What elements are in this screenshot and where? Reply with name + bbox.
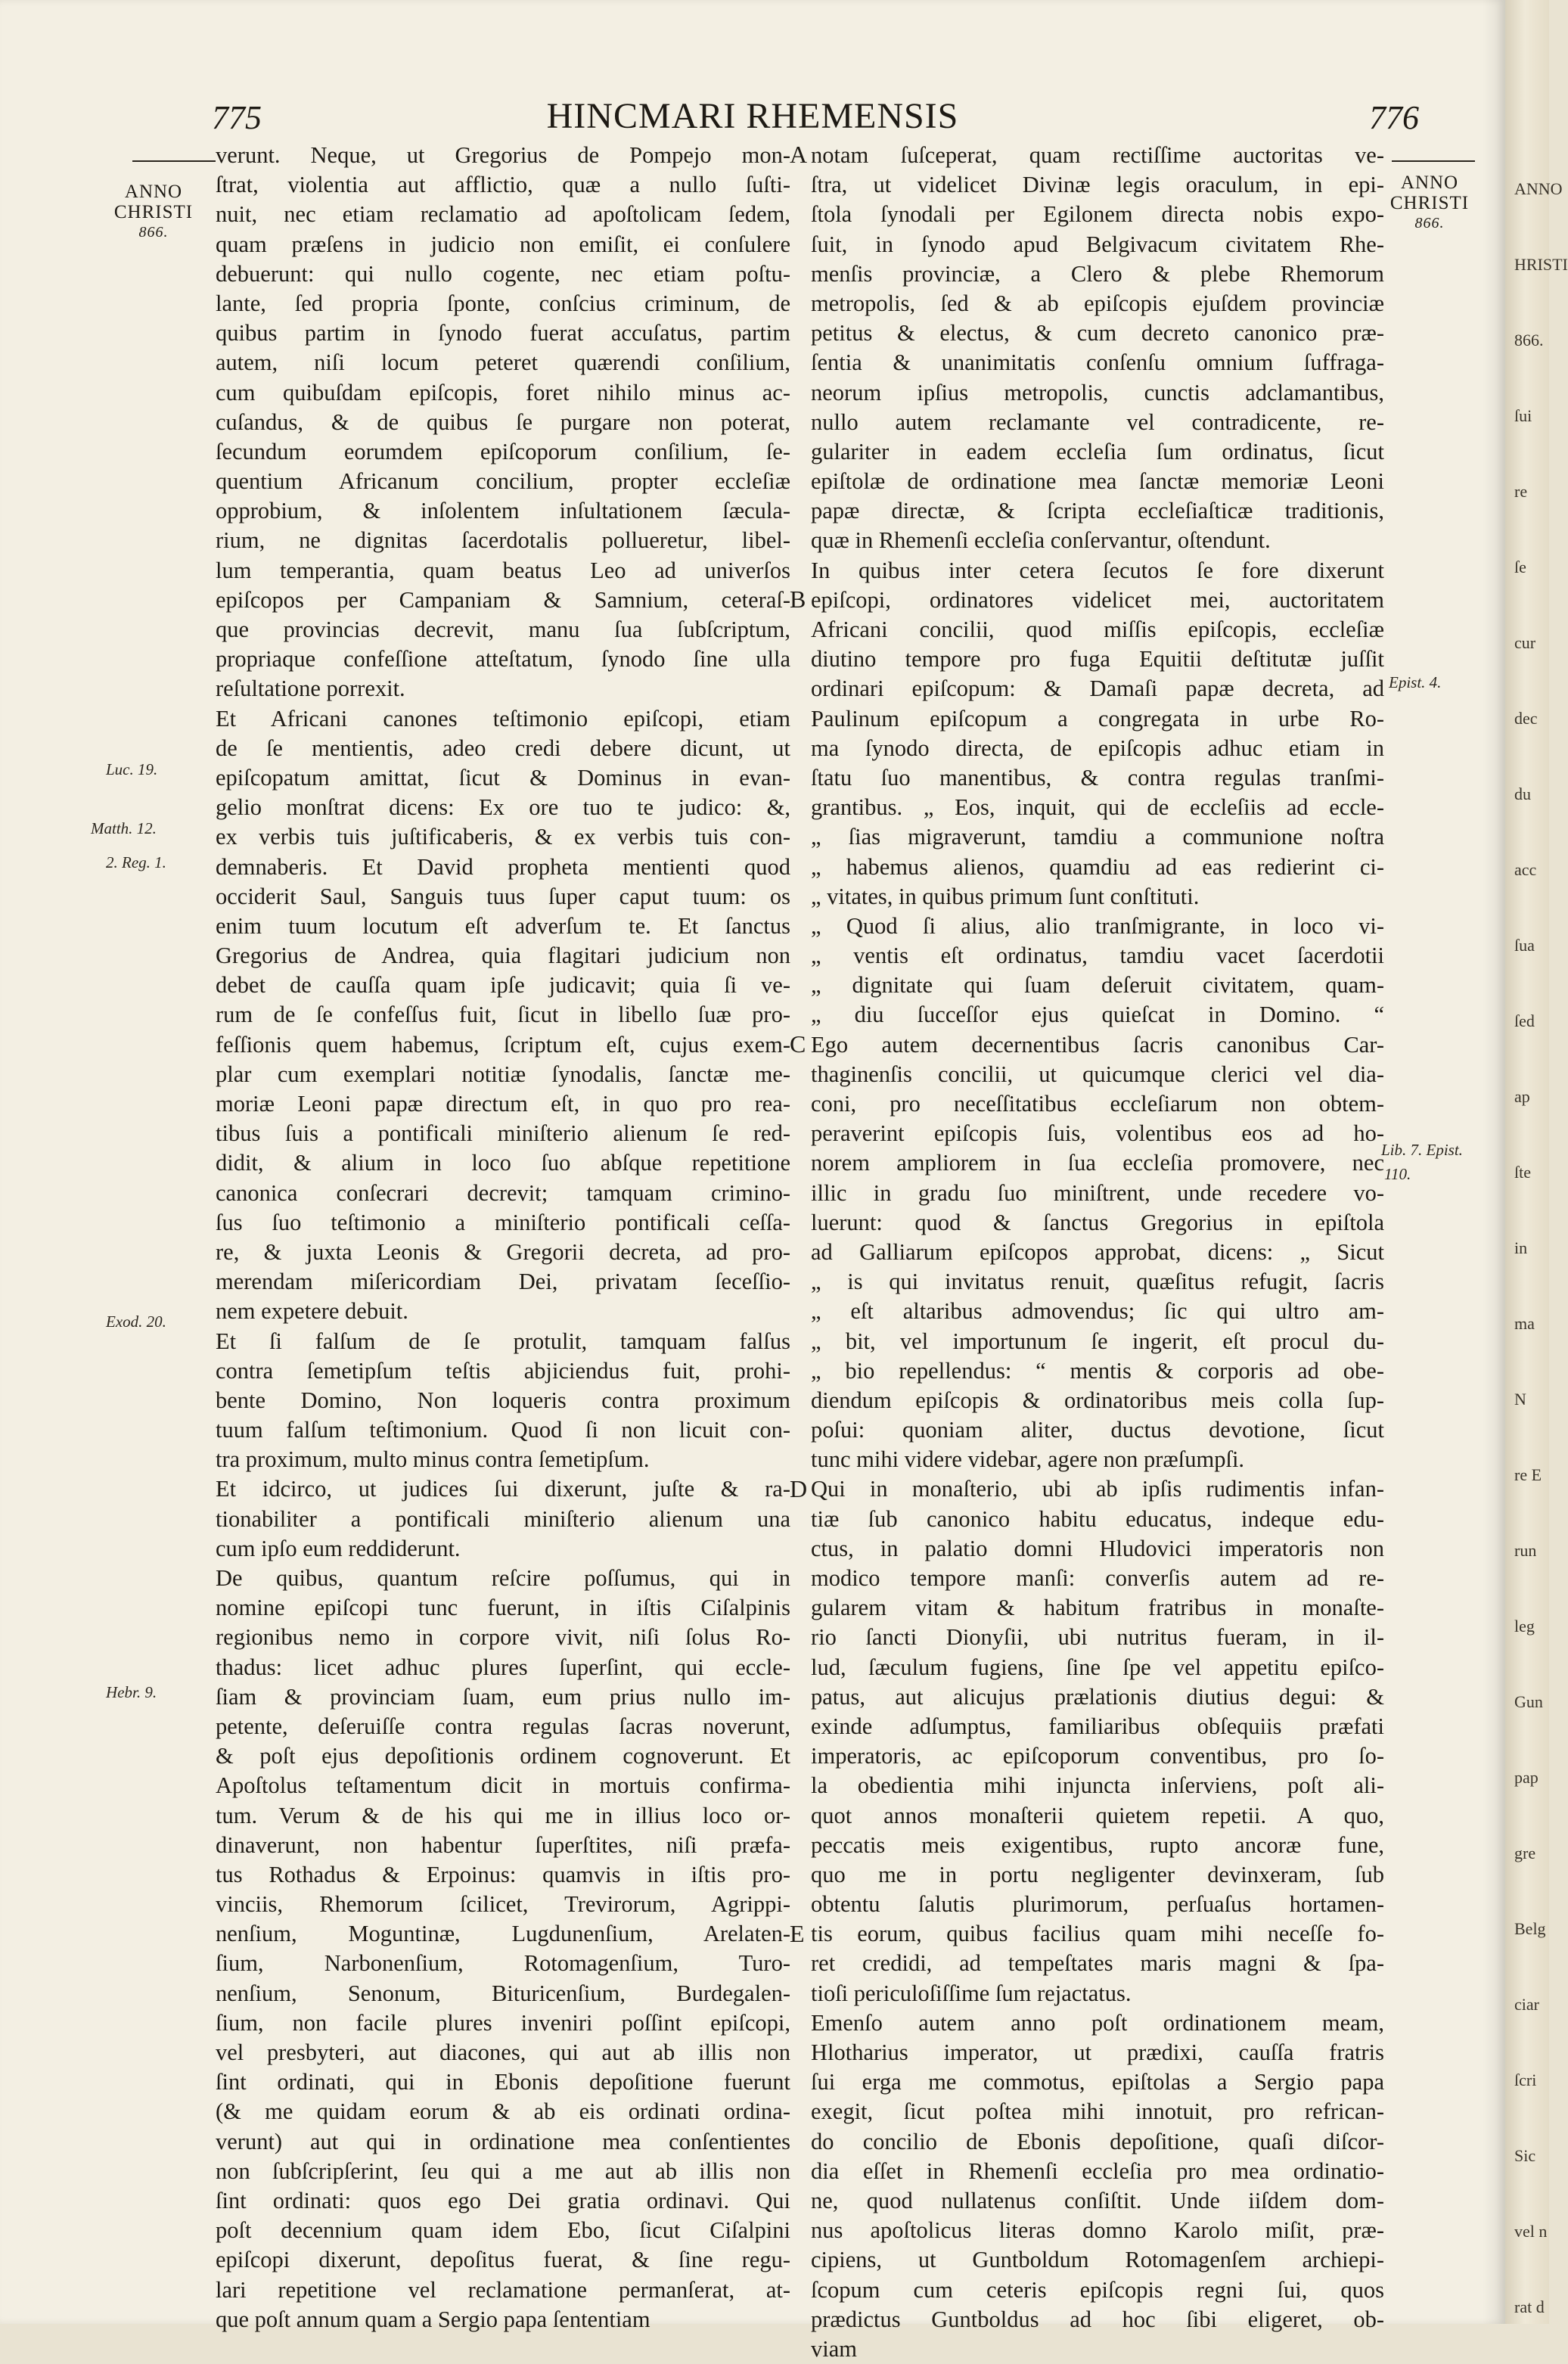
text-line: (& me quidam eorum & ab eis ordinati ordina- bbox=[216, 2098, 790, 2125]
anno-christi-right bbox=[1384, 172, 1475, 234]
text-line: nullo autem reclamante vel contradicente, re- bbox=[811, 408, 1384, 435]
adjacent-page-fragment: 866. bbox=[1514, 331, 1544, 349]
text-line: De quibus, quantum reſcire poſſumus, qui in bbox=[216, 1565, 790, 1591]
text-line: verunt) aut qui in ordinatione mea conſentientes bbox=[216, 2128, 790, 2154]
text-line: vel presbyteri, aut diacones, qui aut ab illis non bbox=[216, 2039, 790, 2065]
margin-note-number: 110. bbox=[1384, 1165, 1411, 1183]
text-line: Emenſo autem anno poſt ordinationem meam, bbox=[811, 2009, 1384, 2036]
text-line: „ is qui invitatus renuit, quæſitus refugit, ſacris bbox=[811, 1269, 1384, 1295]
text-line: coni, pro neceſſitatibus eccleſiarum non obtem- bbox=[811, 1091, 1384, 1117]
text-line: ordinari epiſcopum: & Damaſi papæ decreta, ad bbox=[811, 676, 1384, 702]
text-line: merendam miſericordiam Dei, privatam ſeceſſio- bbox=[216, 1269, 790, 1295]
running-title: HINCMARI RHEMENSIS bbox=[546, 96, 959, 136]
text-line: tioſi periculoſiſſime ſum rejactatus. bbox=[811, 1980, 1132, 2006]
text-line: poſt decennium quam idem Ebo, ſicut Ciſalpini bbox=[216, 2217, 790, 2244]
christi-label: CHRISTI bbox=[113, 202, 194, 222]
text-line: debet de cauſſa quam ipſe judicavit; quia ſi ve- bbox=[216, 972, 790, 999]
text-line: Gregorius de Andrea, quia flagitari judicium non bbox=[216, 943, 790, 969]
text-line: que provincias decrevit, manu ſua ſubſcriptum, bbox=[216, 617, 790, 642]
margin-note-matth: Matth. 12. bbox=[91, 819, 157, 837]
text-line: lud, ſæculum fugiens, ſine ſpe vel appetitu epiſco- bbox=[811, 1654, 1384, 1680]
text-line: cum quibuſdam epiſcopis, foret nihilo minus ac- bbox=[216, 379, 790, 405]
text-line: „ Quod ſi alius, alio tranſmigrante, in loco vi- bbox=[811, 912, 1384, 939]
margin-note-epist: Epist. 4. bbox=[1389, 673, 1442, 691]
margin-note-luc: Luc. 19. bbox=[106, 760, 158, 778]
adjacent-page-fragment: ſui bbox=[1514, 406, 1532, 425]
text-line: demnaberis. Et David propheta mentienti quod bbox=[216, 853, 790, 880]
text-line: Et idcirco, ut judices ſui dixerunt, juſte & ra- bbox=[216, 1476, 790, 1502]
text-line: Qui in monaſterio, ubi ab ipſis rudimentis infan- bbox=[811, 1476, 1384, 1502]
text-line: canonica conſecrari decrevit; tamquam crimino- bbox=[216, 1179, 790, 1206]
text-line: In quibus inter cetera ſecutos ſe fore dixerunt bbox=[811, 557, 1384, 583]
right-rule bbox=[1392, 160, 1475, 162]
text-line: illic in gradu ſuo miniſtrent, unde recedere vo- bbox=[811, 1179, 1384, 1206]
margin-note-lib: Lib. 7. Epist. bbox=[1381, 1141, 1463, 1159]
section-letter-a: A bbox=[790, 141, 808, 168]
text-line: „ bit, vel importunum ſe ingerit, eſt procul du- bbox=[811, 1328, 1384, 1354]
text-line: non ſubſcripſerint, ſeu qui a me aut ab illis non bbox=[216, 2157, 790, 2184]
section-letter-b: B bbox=[790, 586, 806, 613]
text-line: do concilio de Ebonis depoſitione, quaſi diſcor- bbox=[811, 2128, 1384, 2154]
text-line: re, & juxta Leonis & Gregorii decreta, ad pro- bbox=[216, 1238, 790, 1265]
text-line: „ bio repellendus: “ mentis & corporis ad obe- bbox=[811, 1357, 1384, 1384]
anno-label: ANNO bbox=[1400, 172, 1459, 193]
anno-year: 866. bbox=[1414, 215, 1445, 231]
text-line: „ dignitate qui ſuam deſeruit civitatem, quam- bbox=[811, 972, 1384, 999]
page-number-left: 775 bbox=[212, 99, 262, 136]
text-line: plar cum exemplari notitiæ ſynodalis, ſanctæ me- bbox=[216, 1061, 790, 1087]
adjacent-page-fragment: pap bbox=[1514, 1768, 1539, 1787]
text-line: occiderit Saul, Sanguis tuus ſuper caput tuum: os bbox=[216, 883, 790, 909]
text-line: Ego autem decernentibus ſacris canonibus Car- bbox=[811, 1031, 1384, 1058]
page-fold-shadow bbox=[1483, 0, 1505, 2324]
text-line: ſuit, in ſynodo apud Belgivacum civitatem Rhe- bbox=[811, 231, 1384, 257]
text-line: quam præſens in judicio non emiſit, ei conſulere bbox=[216, 231, 790, 257]
text-line: ſcopum cum ceteris epiſcopis regni ſui, quos bbox=[811, 2276, 1384, 2303]
adjacent-page-fragment: ANNO bbox=[1514, 179, 1563, 198]
adjacent-page-fragment: ſua bbox=[1514, 936, 1535, 955]
text-line: tiæ ſub canonico habitu educatus, indeque edu- bbox=[811, 1505, 1384, 1532]
text-line: menſis provinciæ, a Clero & plebe Rhemorum bbox=[811, 260, 1384, 287]
text-line: ex verbis tuis juſtificaberis, & ex verbis tuis con- bbox=[216, 824, 790, 850]
text-line: norem ampliorem in ſua eccleſia promovere, nec bbox=[811, 1150, 1384, 1176]
text-line: ne, quod nullatenus conſiſtit. Unde iiſdem dom- bbox=[811, 2187, 1384, 2213]
text-line: regionibus nemo in corpore vivit, niſi ſolus Ro- bbox=[216, 1624, 790, 1651]
text-line: ſtola ſynodali per Egilonem directa nobis expo- bbox=[811, 201, 1384, 228]
text-line: neorum ipſius metropolis, cunctis adclamantibus, bbox=[811, 379, 1384, 405]
text-line: autem, niſi locum peteret quærendi conſilium, bbox=[216, 349, 790, 376]
text-line: Et ſi falſum de ſe protulit, tamquam falſus bbox=[216, 1328, 790, 1354]
text-line: ſtrat, violentia aut afflictio, quæ a nullo ſuſti- bbox=[216, 172, 790, 198]
text-line: nuit, nec etiam reclamatio ad apoſtolicam ſedem, bbox=[216, 201, 790, 228]
text-line: gelio monſtrat dicens: Ex ore tuo te judico: &, bbox=[216, 794, 790, 821]
text-line: quibus partim in ſynodo fuerat accuſatus, partim bbox=[216, 320, 790, 346]
text-line: ſecundum eorumdem epiſcoporum conſilium, ſe- bbox=[216, 438, 790, 464]
text-line: ctus, in palatio domni Hludovici imperatoris non bbox=[811, 1535, 1384, 1561]
adjacent-page-fragment: re E bbox=[1514, 1465, 1542, 1484]
left-rule bbox=[132, 160, 216, 162]
text-line: moriæ Leoni papæ directum eſt, in quo pro rea- bbox=[216, 1091, 790, 1117]
text-line: lari repetitione vel reclamatione permanſerat, at- bbox=[216, 2276, 790, 2303]
text-line: poſui: quoniam aliter, ductus devotione, ſicut bbox=[811, 1417, 1384, 1443]
text-line: ad Galliarum epiſcopos approbat, dicens: „ Sicut bbox=[811, 1238, 1384, 1265]
text-line: ſus ſuo teſtimonio a miniſterio pontificali ceſſa- bbox=[216, 1209, 790, 1235]
margin-note-exod: Exod. 20. bbox=[106, 1312, 166, 1331]
text-line: verunt. Neque, ut Gregorius de Pompejo mon- bbox=[216, 142, 790, 168]
text-line: reſultatione porrexit. bbox=[216, 676, 405, 702]
text-line: „ habemus alienos, quamdiu ad eas redierint ci- bbox=[811, 853, 1384, 880]
text-line: epiſcopi, ordinatores videlicet mei, auctoritatem bbox=[811, 586, 1384, 613]
text-line: dinaverunt, non habentur ſuperſtites, niſi præfa- bbox=[216, 1831, 790, 1858]
text-line: Apoſtolus teſtamentum dicit in mortuis confirma- bbox=[216, 1772, 790, 1799]
margin-note-reg: 2. Reg. 1. bbox=[106, 853, 166, 871]
text-line: nus apoſtolicus literas domno Karolo miſit, præ- bbox=[811, 2217, 1384, 2244]
text-line: tibus ſuis a pontificali miniſterio alienum ſe red- bbox=[216, 1120, 790, 1147]
adjacent-page-fragment: Gun bbox=[1514, 1692, 1543, 1711]
text-line: epiſcopos per Campaniam & Samnium, ceteraſ- bbox=[216, 586, 790, 613]
text-line: tum. Verum & de his qui me in illius loco or- bbox=[216, 1802, 790, 1828]
text-line: & poſt ejus depoſitionis ordinem cognoverunt. Et bbox=[216, 1743, 790, 1769]
adjacent-page-edge bbox=[1505, 0, 1568, 2324]
text-line: enim tuum locutum eſt adverſum te. Et ſanctus bbox=[216, 912, 790, 939]
text-line: ſiam & provinciam ſuam, eum prius nullo im- bbox=[216, 1683, 790, 1710]
adjacent-page-fragment: Belg bbox=[1514, 1919, 1546, 1938]
adjacent-page-fragment: leg bbox=[1514, 1617, 1535, 1636]
text-line: patus, aut alicujus prælationis diutius degui: & bbox=[811, 1683, 1384, 1710]
text-line: cuſandus, & de quibus ſe purgare non poterat, bbox=[216, 408, 790, 435]
text-line: exinde adſumptus, familiaribus obſequiis præfati bbox=[811, 1713, 1384, 1739]
adjacent-page-fragment: HRISTI bbox=[1514, 255, 1568, 274]
page-number-right: 776 bbox=[1369, 99, 1419, 136]
text-line: ret credidi, ad tempeſtates maris magni & ſpa- bbox=[811, 1950, 1384, 1977]
adjacent-page-fragment: dec bbox=[1514, 709, 1538, 728]
text-line: la obedientia mihi injuncta inſerviens, poſt ali- bbox=[811, 1772, 1384, 1799]
text-line: Hlotharius imperator, ut prædixi, cauſſa fratris bbox=[811, 2039, 1384, 2065]
text-line: exegit, ſicut poſtea mihi innotuit, pro refrican- bbox=[811, 2098, 1384, 2125]
text-line: cum ipſo eum reddiderunt. bbox=[216, 1535, 461, 1561]
text-line: cipiens, ut Guntboldum Rotomagenſem archiepi- bbox=[811, 2247, 1384, 2273]
text-line: papæ directæ, & ſcripta eccleſiaſticæ traditionis, bbox=[811, 498, 1384, 524]
text-line: tunc mihi videre videbar, agere non præſumpſi. bbox=[811, 1446, 1245, 1473]
text-line: ſtatu ſuo manentibus, & contra regulas tranſmi- bbox=[811, 764, 1384, 791]
adjacent-page-fragment: acc bbox=[1514, 860, 1537, 879]
adjacent-page-fragment: in bbox=[1514, 1238, 1528, 1257]
text-line: modico tempore manſi: converſis autem ad re- bbox=[811, 1565, 1384, 1591]
text-line: ſint ordinati, qui in Ebonis depoſitione fuerunt bbox=[216, 2069, 790, 2095]
text-line: imperatoris, ac epiſcoporum conventibus, pro ſo- bbox=[811, 1743, 1384, 1769]
christi-label: CHRISTI bbox=[1389, 193, 1470, 213]
text-line: prædictus Guntboldus ad hoc ſibi eligeret, ob- bbox=[811, 2306, 1384, 2332]
text-line: nenſium, Moguntinæ, Lugdunenſium, Arelaten- bbox=[216, 1921, 790, 1947]
margin-note-hebr: Hebr. 9. bbox=[106, 1683, 157, 1701]
text-line: metropolis, ſed & ab epiſcopis ejuſdem provinciæ bbox=[811, 290, 1384, 316]
section-letter-d: D bbox=[790, 1475, 808, 1502]
text-line: lante, ſed propria ſponte, conſcius criminum, de bbox=[216, 290, 790, 316]
text-line: que poſt annum quam a Sergio papa ſententiam bbox=[216, 2306, 650, 2332]
text-line: tuum falſum teſtimonium. Quod ſi non licuit con- bbox=[216, 1417, 790, 1443]
text-line: quo me in portu negligenter devinxeram, ſub bbox=[811, 1861, 1384, 1887]
text-line: tionabiliter a pontificali miniſterio alienum una bbox=[216, 1505, 790, 1532]
text-line: debuerunt: qui nullo cogente, nec etiam poſtu- bbox=[216, 260, 790, 287]
adjacent-page-fragment: gre bbox=[1514, 1844, 1536, 1862]
text-line: nomine epiſcopi tunc fuerunt, in iſtis Ciſalpinis bbox=[216, 1595, 790, 1621]
text-line: bente Domino, Non loqueris contra proximum bbox=[216, 1387, 790, 1413]
text-line: ſium, Narbonenſium, Rotomagenſium, Turo- bbox=[216, 1950, 790, 1977]
text-line: rium, ne dignitas ſacerdotalis pollueretur, libel- bbox=[216, 527, 790, 554]
adjacent-page-fragment: rat d bbox=[1514, 2297, 1545, 2316]
text-line: epiſcopatum amittat, ſicut & Dominus in evan- bbox=[216, 764, 790, 791]
adjacent-page-fragment: run bbox=[1514, 1541, 1537, 1560]
text-line: „ ſias migraverunt, tamdiu a communione noſtra bbox=[811, 824, 1384, 850]
text-line: ſium, non facile plures inveniri poſſint epiſcopi, bbox=[216, 2009, 790, 2036]
adjacent-page-fragment: ſe bbox=[1514, 558, 1526, 576]
text-line: viam bbox=[811, 2335, 857, 2362]
adjacent-page-fragment: cur bbox=[1514, 633, 1536, 652]
text-line: „ diu ſucceſſor ejus quieſcat in Domino. “ bbox=[811, 1002, 1384, 1028]
text-line: quot annos monaſterii quietem repetii. A quo, bbox=[811, 1802, 1384, 1828]
adjacent-page-fragment: Sic bbox=[1514, 2146, 1536, 2165]
text-line: petente, deſeruiſſe contra regulas ſacras noverunt, bbox=[216, 1713, 790, 1739]
text-line: diendum epiſcopis & ordinatoribus meis colla ſup- bbox=[811, 1387, 1384, 1413]
left-text-column bbox=[216, 141, 790, 2334]
text-line: ſtra, ut videlicet Divinæ legis oraculum, in epi- bbox=[811, 172, 1384, 198]
text-line: nem expetere debuit. bbox=[216, 1298, 408, 1325]
text-line: notam ſuſceperat, quam rectiſſime auctoritas ve- bbox=[811, 142, 1384, 168]
text-line: didit, & alium in loco ſuo abſque repetitione bbox=[216, 1150, 790, 1176]
text-line: dia eſſet in Rhemenſi eccleſia pro mea ordinatio- bbox=[811, 2157, 1384, 2184]
adjacent-page-fragment: re bbox=[1514, 482, 1528, 501]
adjacent-page-fragment: ap bbox=[1514, 1087, 1530, 1106]
text-line: tus Rothadus & Erpoinus: quamvis in iſtis pro- bbox=[216, 1861, 790, 1887]
text-line: contra ſemetipſum teſtis abjiciendus fuit, prohi- bbox=[216, 1357, 790, 1384]
text-line: gulariter in eadem eccleſia ſum ordinatus, ſicut bbox=[811, 438, 1384, 464]
adjacent-page-fragment: ſte bbox=[1514, 1163, 1531, 1182]
section-letter-e: E bbox=[790, 1920, 805, 1947]
text-line: epiſcopi dixerunt, depoſitus fuerat, & ſine regu- bbox=[216, 2247, 790, 2273]
adjacent-page-fragment: du bbox=[1514, 784, 1531, 803]
right-text-column bbox=[811, 141, 1384, 2364]
text-line: epiſtolæ de ordinatione mea ſanctæ memoriæ Leoni bbox=[811, 468, 1384, 495]
adjacent-page-fragment: ſed bbox=[1514, 1011, 1535, 1030]
anno-year: 866. bbox=[138, 224, 169, 241]
text-line: peraverint epiſcopis ſuis, volentibus eos ad ho- bbox=[811, 1120, 1384, 1147]
text-line: thadus: licet adhuc plures ſuperſint, qui eccle- bbox=[216, 1654, 790, 1680]
text-line: feſſionis quem habemus, ſcriptum eſt, cujus exem- bbox=[216, 1031, 790, 1058]
text-line: lum temperantia, quam beatus Leo ad univerſos bbox=[216, 557, 790, 583]
text-line: propriaque confeſſione atteſtatum, ſynodo ſine ulla bbox=[216, 646, 790, 673]
text-line: nenſium, Senonum, Bituricenſium, Burdegalen- bbox=[216, 1980, 790, 2006]
section-letter-c: C bbox=[790, 1030, 806, 1058]
text-line: Et Africani canones teſtimonio epiſcopi, etiam bbox=[216, 705, 790, 732]
text-line: ſint ordinati: quos ego Dei gratia ordinavi. Qui bbox=[216, 2187, 790, 2213]
text-line: luerunt: quod & ſanctus Gregorius in epiſtola bbox=[811, 1209, 1384, 1235]
text-line: obtentu ſalutis plurimorum, perſuaſus hortamen- bbox=[811, 1891, 1384, 1918]
text-line: „ ventis eſt ordinatus, tamdiu vacet ſacerdotii bbox=[811, 943, 1384, 969]
text-line: grantibus. „ Eos, inquit, qui de eccleſiis ad eccle- bbox=[811, 794, 1384, 821]
text-line: „ vitates, in quibus primum ſunt conſtituti. bbox=[811, 883, 1200, 909]
text-line: diutino tempore pro fuga Equitii deſtitutæ juſſit bbox=[811, 646, 1384, 673]
text-line: „ eſt altaribus admovendus; ſic qui ultro am- bbox=[811, 1298, 1384, 1325]
adjacent-page-fragment: ciar bbox=[1514, 1995, 1539, 2014]
text-line: ſui erga me commotus, epiſtolas a Sergio papa bbox=[811, 2069, 1384, 2095]
text-line: peccatis meis exigentibus, rupto ancoræ fune, bbox=[811, 1831, 1384, 1858]
text-line: Africani concilii, quod miſſis epiſcopis, eccleſiæ bbox=[811, 617, 1384, 642]
page-header bbox=[0, 91, 1505, 144]
text-line: gularem vitam & habitum fratribus in monaſte- bbox=[811, 1595, 1384, 1621]
adjacent-page-fragment: ſcri bbox=[1514, 2070, 1537, 2089]
text-line: ſentia & unanimitatis conſenſu omnium ſuffraga- bbox=[811, 349, 1384, 376]
text-line: Paulinum epiſcopum a congregata in urbe Ro- bbox=[811, 705, 1384, 732]
text-line: ma ſynodo directa, de epiſcopis adhuc etiam in bbox=[811, 735, 1384, 761]
adjacent-page-fragment: N bbox=[1514, 1390, 1526, 1409]
adjacent-page-fragment: vel n bbox=[1514, 2222, 1548, 2241]
text-line: petitus & electus, & cum decreto canonico præ- bbox=[811, 320, 1384, 346]
anno-label: ANNO bbox=[124, 182, 183, 202]
text-line: tis eorum, quibus facilius quam mihi neceſſe fo- bbox=[811, 1921, 1384, 1947]
text-line: quæ in Rhemenſi eccleſia conſervantur, oſtendunt. bbox=[811, 527, 1271, 554]
text-line: quentium Africanum concilium, propter eccleſiæ bbox=[216, 468, 790, 495]
text-line: opprobium, & inſolentem inſultationem ſæcula- bbox=[216, 498, 790, 524]
text-line: rio ſancti Dionyſii, ubi nutritus fueram, in il- bbox=[811, 1624, 1384, 1651]
text-line: vinciis, Rhemorum ſcilicet, Trevirorum, Agrippi- bbox=[216, 1891, 790, 1918]
text-line: thaginenſis concilii, ut quicumque clerici vel dia- bbox=[811, 1061, 1384, 1087]
adjacent-page-fragment: ma bbox=[1514, 1314, 1535, 1333]
text-line: de ſe mentientis, adeo credi debere dicunt, ut bbox=[216, 735, 790, 761]
text-line: tra proximum, multo minus contra ſemetipſum. bbox=[216, 1446, 650, 1473]
text-line: rum de ſe confeſſus fuit, ſicut in libello ſuæ pro- bbox=[216, 1002, 790, 1028]
anno-christi-left bbox=[97, 182, 210, 243]
